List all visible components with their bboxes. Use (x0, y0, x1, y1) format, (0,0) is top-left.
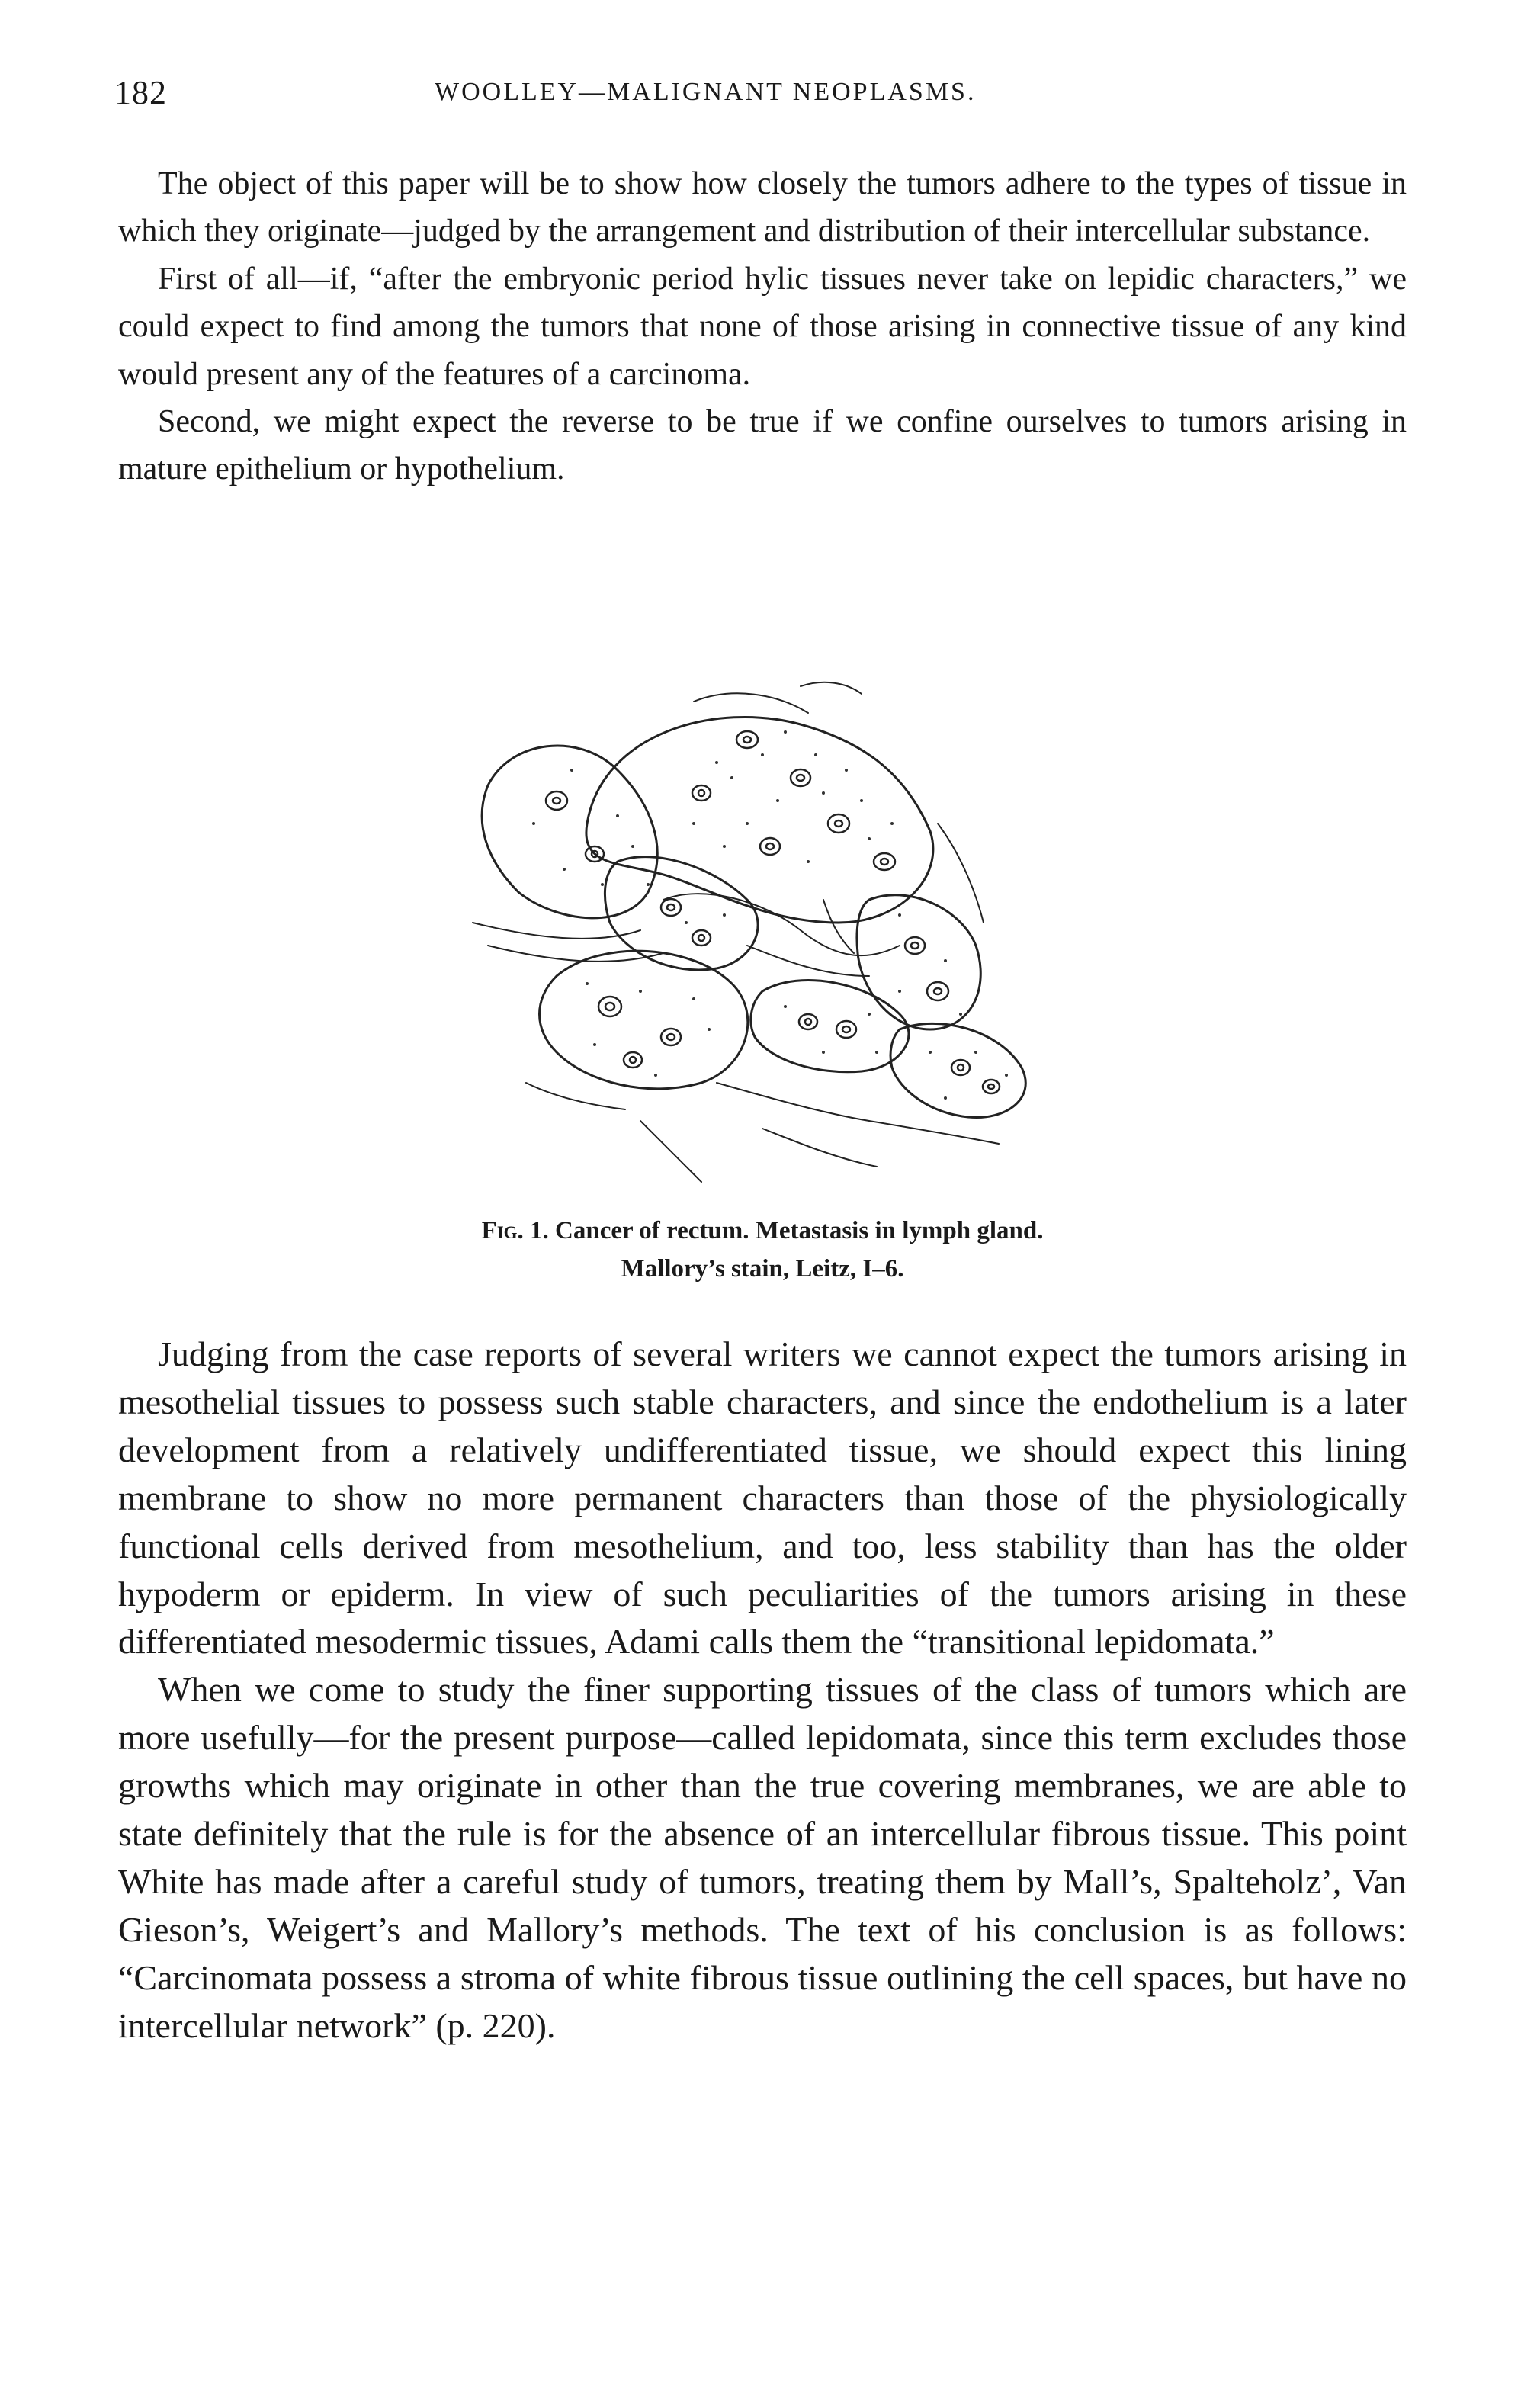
stroma-strand (488, 946, 663, 962)
paragraph-second: Second, we might expect the reverse to be true if we confine ourselves to tumors arising in mature epithelium or hypothelium. (118, 404, 1407, 487)
cell-nest-outline (857, 895, 980, 1029)
paragraph-object: The object of this paper will be to show how closely the tumors adhere to the types of tissue in which they originate—judged by the arrangement and distribution of their intercellular substance. (118, 166, 1407, 249)
running-head (114, 73, 1410, 119)
stroma-strand (823, 900, 854, 953)
cell-nest-outline (605, 857, 758, 970)
figure-caption-line-2 (191, 1251, 1334, 1287)
histology-illustration (442, 671, 1113, 1205)
paragraph-when: When we come to study the finer supporting tissues of the class of tumors which are more usefully—for the present purpose—called lepidomata, since this term excludes those growths which may originate in other than the true covering membranes, we are able to state definitely that the rule is for the absence of an intercellular fibrous tissue. This point White has made after a careful study of tumors, treating them by Mall’s, Spalteholz’, Van Gieson’s, Weigert’s and Mallory’s methods. The text of his conclusion is as follows: “Carcinomata possess a stroma of white fibrous tissue outlining the cell spaces, but have no intercellular network” (p. 220). (118, 1670, 1407, 2045)
running-title: WOOLLEY—MALIGNANT NEOPLASMS. (435, 78, 977, 106)
stroma-strand (938, 824, 984, 923)
figure-label: Fig. 1. (481, 1217, 549, 1244)
histology-figure (442, 671, 1113, 1205)
upper-text-block (118, 160, 1407, 493)
page-number: 182 (114, 74, 167, 111)
cell-nest-outline (751, 981, 909, 1072)
paragraph-judging: Judging from the case reports of several writers we cannot expect the tumors arising in mesothelial tissues to possess such stable characters, and since the endothelium is a later development from a relatively undifferentiated tissue, we should expect this lining membrane to show no more permanent characters than those of the physiologically functional cells derived from mesothelium, and too, less stability than has the older hypoderm or epiderm. In view of such peculiarities of the tumors arising in these differentiated mesodermic tissues, Adami calls them the “transitional lepidomata.” (118, 1334, 1407, 1662)
cytoplasm-stipple (532, 730, 1008, 1100)
stroma-strand (801, 682, 862, 694)
figure-caption-line-1 (191, 1212, 1334, 1249)
cell-nest-outline (482, 746, 657, 918)
cell-nest-outline (540, 951, 748, 1089)
stroma-strand (694, 693, 808, 713)
figure-caption-text: Cancer of rectum. Metastasis in lymph gland. (555, 1217, 1044, 1244)
paragraph-first: First of all—if, “after the embryonic period hylic tissues never take on lepidic characters,” we could expect to find among the tumors that none of those arising in connective tissue of any kind would present any of the features of a carcinoma. (118, 261, 1407, 392)
cell-nest-outline (586, 717, 933, 923)
stroma-strand (526, 1083, 625, 1109)
stroma-strand (717, 1083, 999, 1144)
figure-caption-stain: Mallory’s stain, Leitz, I–6. (621, 1255, 904, 1283)
stroma-strand (762, 1129, 877, 1167)
lower-text-block (118, 1331, 1407, 2050)
stroma-strand (640, 1121, 701, 1182)
